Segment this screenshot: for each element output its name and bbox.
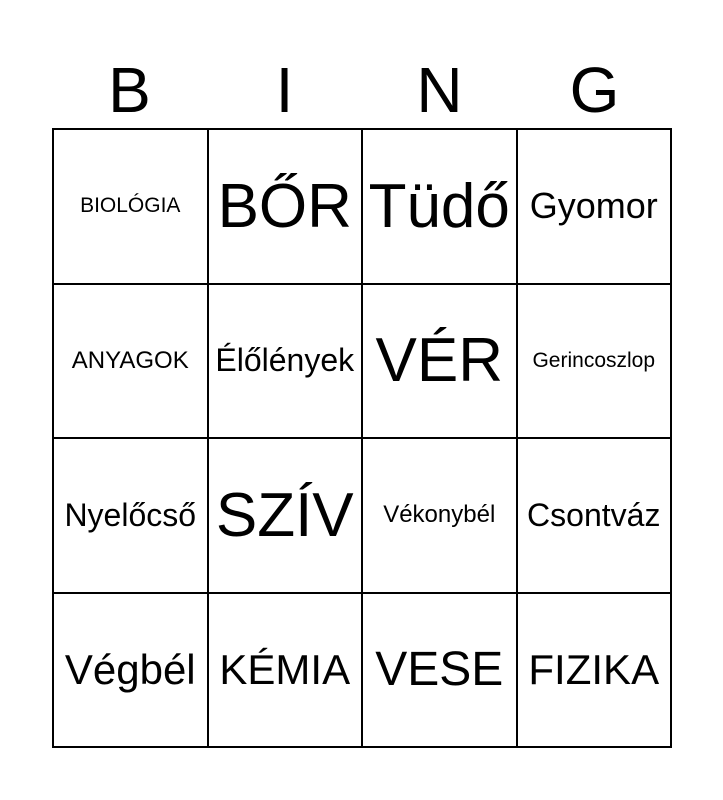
bingo-card-grid	[52, 128, 672, 748]
bingo-cell[interactable]: BIOLÓGIA	[53, 129, 208, 284]
bingo-cell[interactable]: KÉMIA	[208, 593, 363, 748]
bingo-cell[interactable]: VESE	[362, 593, 517, 748]
bingo-cell[interactable]: Gyomor	[517, 129, 672, 284]
bingo-cell[interactable]: Vékonybél	[362, 438, 517, 593]
bingo-cell[interactable]: BŐR	[208, 129, 363, 284]
bingo-cell[interactable]: Élőlények	[208, 284, 363, 439]
bingo-cell[interactable]: ANYAGOK	[53, 284, 208, 439]
header-letter-i: I	[275, 54, 294, 126]
bingo-cell[interactable]: VÉR	[362, 284, 517, 439]
header-letter-n: N	[416, 54, 463, 126]
header-letter-g: G	[569, 54, 620, 126]
bingo-cell[interactable]: Csontváz	[517, 438, 672, 593]
bingo-cell[interactable]: Végbél	[53, 593, 208, 748]
bingo-cell[interactable]: Tüdő	[362, 129, 517, 284]
bingo-cell[interactable]: Nyelőcső	[53, 438, 208, 593]
header-letter-b: B	[108, 54, 151, 126]
bingo-header	[52, 52, 672, 128]
bingo-cell[interactable]: Gerincoszlop	[517, 284, 672, 439]
bingo-cell[interactable]: SZÍV	[208, 438, 363, 593]
bingo-cell[interactable]: FIZIKA	[517, 593, 672, 748]
